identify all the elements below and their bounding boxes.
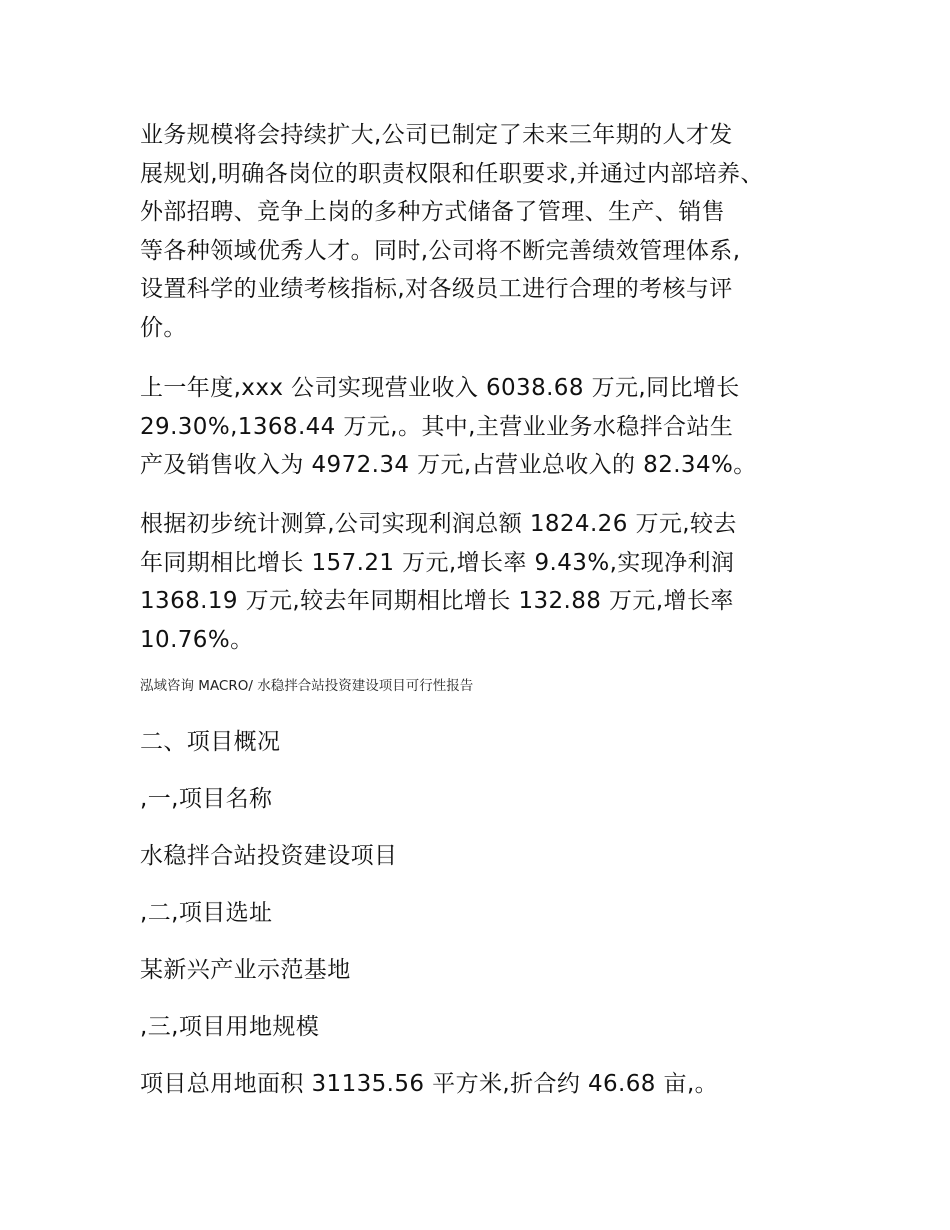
text-line: 外部招聘、竞争上岗的多种方式储备了管理、生产、销售 — [140, 199, 725, 225]
paragraph-revenue — [140, 369, 830, 485]
text-line: 等各种领域优秀人才。同时,公司将不断完善绩效管理体系, — [140, 237, 741, 264]
item-value-project-location: 某新兴产业示范基地 — [140, 957, 351, 983]
item-heading-project-name: ,一,项目名称 — [140, 786, 273, 812]
text-line: 业务规模将会持续扩大,公司已制定了未来三年期的人才发 — [140, 122, 733, 148]
text-line: 10.76%。 — [140, 626, 254, 653]
item-value-land-scale: 项目总用地面积 31135.56 平方米,折合约 46.68 亩,。 — [140, 1071, 719, 1097]
item-heading-project-location: ,二,项目选址 — [140, 900, 273, 926]
text-line: 根据初步统计测算,公司实现利润总额 1824.26 万元,较去 — [140, 511, 737, 537]
text-line: 年同期相比增长 157.21 万元,增长率 9.43%,实现净利润 — [140, 549, 735, 576]
text-line: 展规划,明确各岗位的职责权限和任职要求,并通过内部培养、 — [140, 160, 764, 187]
text-line: 设置科学的业绩考核指标,对各级员工进行合理的考核与评 — [140, 276, 733, 302]
text-line: 价。 — [140, 314, 187, 341]
running-header: 泓域咨询 MACRO/ 水稳拌合站投资建设项目可行性报告 — [140, 678, 474, 694]
text-line: 产及销售收入为 4972.34 万元,占营业总收入的 82.34%。 — [140, 452, 757, 478]
text-line: 29.30%,1368.44 万元,。其中,主营业业务水稳拌合站生 — [140, 413, 734, 440]
item-heading-land-scale: ,三,项目用地规模 — [140, 1014, 320, 1040]
paragraph-profit — [140, 505, 830, 659]
text-line: 上一年度,xxx 公司实现营业收入 6038.68 万元,同比增长 — [140, 375, 740, 401]
paragraph-talent-planning — [140, 116, 830, 347]
section-title: 二、项目概况 — [140, 729, 281, 755]
text-line: 1368.19 万元,较去年同期相比增长 132.88 万元,增长率 — [140, 588, 734, 614]
item-value-project-name: 水稳拌合站投资建设项目 — [140, 843, 398, 869]
